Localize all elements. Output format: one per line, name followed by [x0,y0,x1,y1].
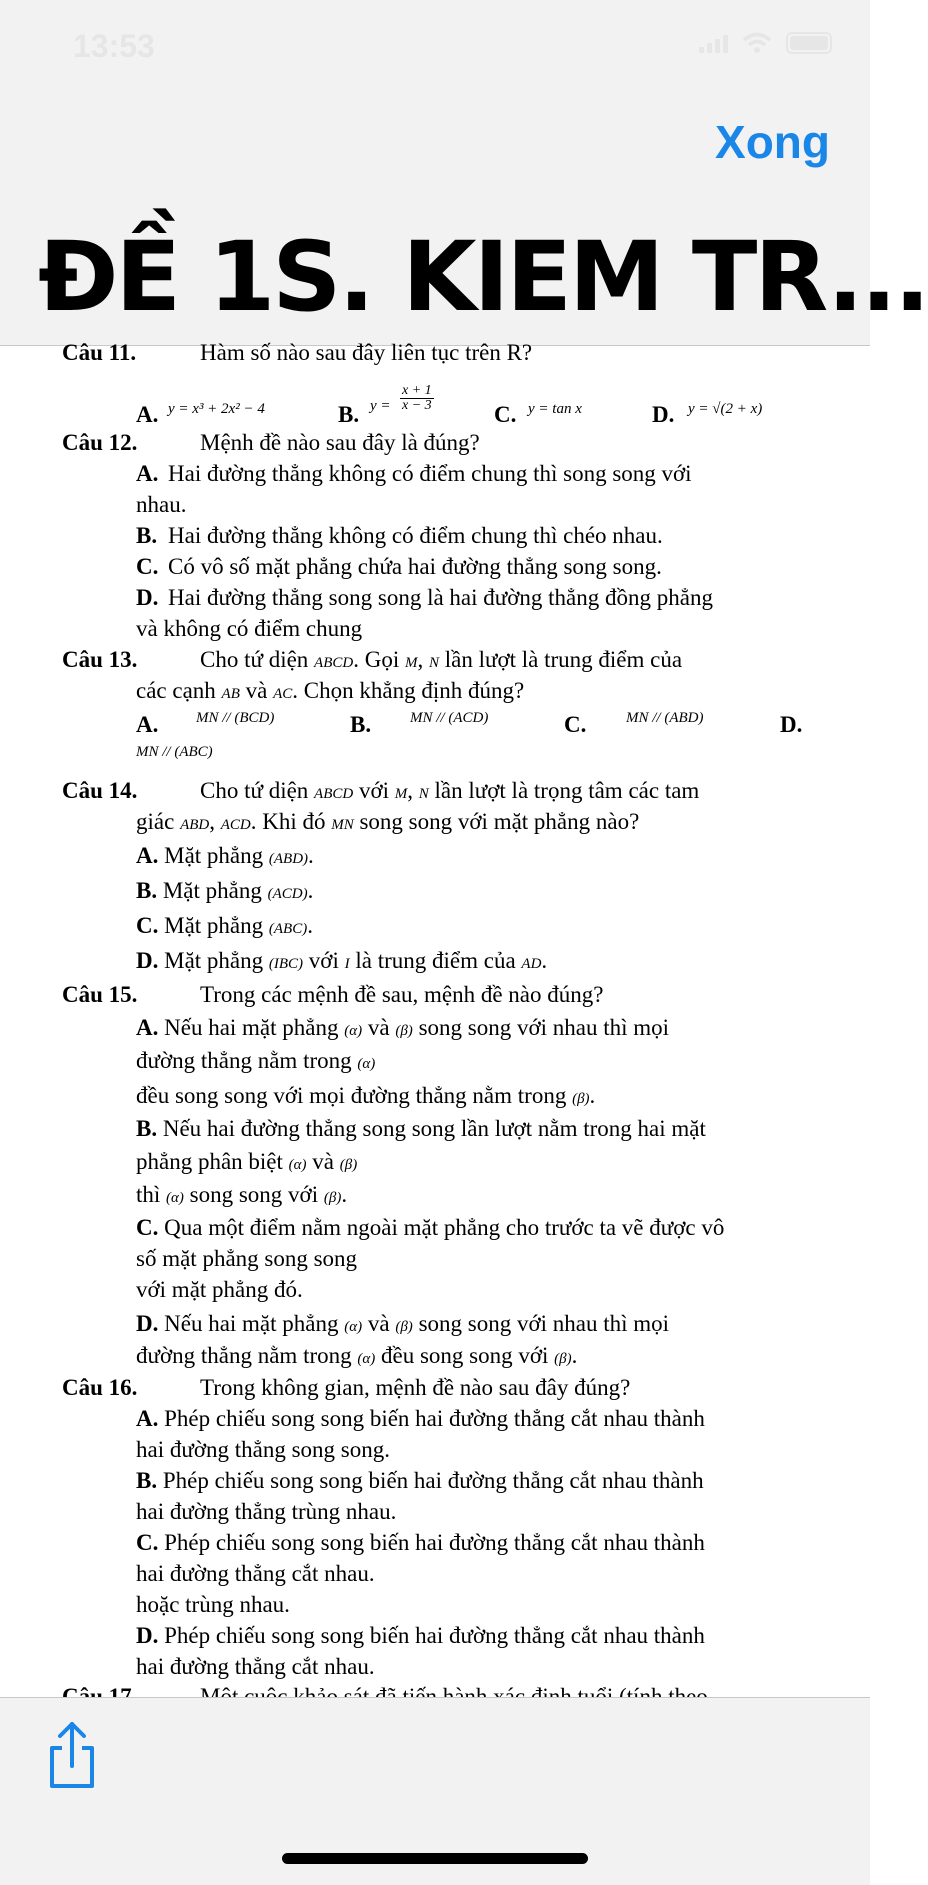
option-expr: y = [370,398,391,414]
option-expr: (ABC) [268,921,308,937]
option-text: Phép chiếu song song biến hai đường thẳng cắt nhau thành [164,1623,705,1648]
math-var: (β) [554,1351,572,1367]
option-label: A. [136,461,159,486]
option-label: C. [494,402,517,427]
option-text: Hai đường thẳng không có điểm chung thì chéo nhau. [168,523,663,548]
option-expr: (ABD) [268,851,309,867]
text-run: . Khi đó [250,809,326,834]
option-row [136,1468,704,1494]
option-row: C. Mặt phẳng (ABC). [136,913,313,938]
option-text: Mặt phẳng [162,878,262,903]
question-label: Câu 14. [62,778,138,803]
option-row [136,1015,669,1041]
option-row: B. Mặt phẳng (ACD). [136,878,314,903]
math-var: (α) [357,1351,376,1367]
option-text: đường thẳng nằm trong [136,1343,352,1368]
text-run: Cho tứ diện [200,778,309,803]
option-label: B. [136,878,158,903]
option-expr: y = √(2 + x) [688,401,763,417]
option-text: Mặt phẳng [164,948,264,973]
option-text: Nếu hai mặt phẳng [164,1015,339,1040]
text-run: giác [136,809,175,834]
option-row [136,1311,669,1337]
option-label: D. [136,1623,159,1648]
option-text: với mặt phẳng đó. [136,1277,303,1302]
option-text: đều song song với [381,1343,549,1368]
question-text [136,678,524,704]
text-run: lần lượt là trọng tâm các tam [434,778,700,803]
option-text: Phép chiếu song song biến hai đường thẳng cắt nhau thành [164,1530,705,1555]
math-var: (α) [166,1190,184,1206]
option-expr: y = tan x [528,401,582,417]
option-text: song song với nhau thì mọi [418,1311,670,1336]
option-text: hai đường thẳng cắt nhau. [136,1654,375,1679]
option-row: D. Mặt phẳng (IBC) với I là trung điểm của AD. [136,948,548,973]
option-text: Phép chiếu song song biến hai đường thẳng cắt nhau thành [164,1406,705,1431]
text-run: . Gọi [353,647,400,672]
option-text: và [312,1149,334,1174]
option-row [136,1530,705,1556]
status-time: 13:53 [73,28,155,64]
option-label: C. [136,1215,159,1240]
math-var: (β) [323,1190,342,1206]
option-row [136,1149,357,1175]
option-text: đều song song với mọi đường thẳng nằm trong [136,1083,567,1108]
option-label: A. [136,1406,159,1431]
option-text: phẳng phân biệt [136,1149,283,1174]
option-label: D. [136,948,159,973]
option-expr: MN // (ACD) [410,710,489,726]
option-row: thì (α) song song với (β). [136,1182,348,1207]
option-expr: (ACD) [267,886,308,902]
option-expr: MN // (ABC) [136,744,213,760]
text-run: . Chọn khẳng định đúng? [292,678,525,703]
text-run: với [358,778,390,803]
wifi-icon [742,32,772,54]
option-text: song song với [189,1182,319,1207]
option-text: và [367,1311,390,1336]
math-var: MN [331,817,354,833]
math-var: AB [221,686,240,702]
option-label: B. [350,712,372,737]
option-text: Nếu hai đường thẳng song song lần lượt nằm trong hai mặt [162,1116,706,1141]
option-text: song song với nhau thì mọi [418,1015,670,1040]
option-expr: y = x³ + 2x² − 4 [168,401,265,417]
text-run: các cạnh [136,678,216,703]
math-var: (α) [344,1023,363,1039]
option-label: C. [136,1530,159,1555]
option-row: đường thẳng nằm trong (α) đều song song với (β). [136,1343,578,1368]
text-run: Cho tứ diện [200,647,309,672]
option-label: A. [136,712,159,737]
question-text: giác ABD, ACD. Khi đó MN song song với mặt phẳng nào? [136,809,640,834]
math-var: M [404,655,418,671]
option-text: Qua một điểm nằm ngoài mặt phẳng cho trước ta vẽ được vô [164,1215,725,1240]
question-text: Hàm số nào sau đây liên tục trên R? [200,340,533,365]
option-label: B. [338,402,360,427]
math-var: I [344,956,350,972]
option-text: nhau. [136,492,187,517]
math-var: (β) [395,1319,413,1335]
option-text: số mặt phẳng song song [136,1246,358,1271]
document-title: ĐỀ 1S. KIEM TR... [38,221,928,333]
question-label: Câu 11. [62,340,137,365]
option-label: D. [780,712,803,737]
option-expr: (IBC) [268,956,304,972]
question-label: Câu 15. [62,982,138,1007]
option-label: C. [136,554,159,579]
text-run: lần lượt là trung điểm của [444,647,683,672]
math-var: (α) [288,1157,307,1173]
math-var: (β) [395,1023,413,1039]
battery-icon [786,32,832,54]
question-text: Cho tứ diện ABCD với M, N lần lượt là trọng tâm các tam [200,778,700,803]
option-label: D. [136,585,159,610]
fraction-denominator: x − 3 [402,398,432,414]
document-page[interactable] [0,340,870,1696]
option-text: với [308,948,339,973]
option-text: đường thẳng nằm trong [136,1048,352,1073]
math-var: N [428,655,439,671]
option-row [136,1116,706,1142]
option-text: và [367,1015,390,1040]
home-indicator [282,1853,588,1864]
math-var: ABCD [314,655,354,671]
option-expr: MN // (BCD) [196,710,275,726]
option-text: Phép chiếu song song biến hai đường thẳng cắt nhau thành [162,1468,704,1493]
option-text: thì [136,1182,161,1207]
option-label: A. [136,843,159,868]
math-var: (β) [572,1091,590,1107]
math-var: (β) [339,1157,358,1173]
option-text: hai đường thẳng trùng nhau. [136,1499,397,1524]
option-text: là trung điểm của [355,948,516,973]
signal-icon [699,33,728,53]
option-label: B. [136,1468,158,1493]
question-text: Cho tứ diện ABCD. Gọi M, N lần lượt là trung điểm của [200,647,683,672]
option-text: hoặc trùng nhau. [136,1592,290,1617]
status-icons [699,32,832,54]
math-var: ACD [220,817,251,833]
option-text: Hai đường thẳng không có điểm chung thì song song với [168,461,692,486]
text-run: song song với mặt phẳng nào? [359,809,640,834]
math-var: (α) [344,1319,363,1335]
option-expr: MN // (ABD) [626,710,704,726]
option-label: B. [136,523,158,548]
math-var: N [418,786,429,802]
option-text: Có vô số mặt phẳng chứa hai đường thẳng song song. [168,554,662,579]
math-var: (α) [357,1056,376,1072]
math-var: ABD [180,817,210,833]
option-label: D. [136,1311,159,1336]
question-text: Mệnh đề nào sau đây là đúng? [200,430,480,455]
option-text: Mặt phẳng [164,843,264,868]
option-label: A. [136,1015,159,1040]
option-row [136,1623,705,1649]
question-label: Câu 13. [62,647,138,672]
question-label: Câu 12. [62,430,138,455]
option-label: A. [136,402,159,427]
done-button[interactable]: Xong [715,116,830,168]
option-text: Mặt phẳng [164,913,264,938]
option-label: C. [564,712,587,737]
question-text: Trong không gian, mệnh đề nào sau đây đúng? [200,1375,631,1400]
option-text: và không có điểm chung [136,616,363,641]
option-text: hai đường thẳng cắt nhau. [136,1561,375,1586]
math-var: AD [521,956,542,972]
option-text: hai đường thẳng song song. [136,1437,390,1462]
fraction-numerator: x + 1 [402,383,432,399]
question-text: Trong các mệnh đề sau, mệnh đề nào đúng? [200,982,604,1007]
fraction [400,384,434,413]
option-row: đều song song với mọi đường thẳng nằm trong (β). [136,1083,596,1108]
viewer-header [0,0,928,346]
math-var: ABCD [314,786,354,802]
option-row: A. Mặt phẳng (ABD). [136,843,314,868]
option-text: Hai đường thẳng song song là hai đường thẳng đồng phẳng [168,585,713,610]
share-icon[interactable] [46,1720,98,1790]
option-row [136,1406,705,1432]
option-label: D. [652,402,675,427]
option-label: B. [136,1116,158,1141]
math-var: M [394,786,408,802]
option-row [136,1048,375,1074]
option-label: C. [136,913,159,938]
option-row [136,1215,724,1241]
text-run: và [245,678,268,703]
question-label: Câu 16. [62,1375,138,1400]
option-text: Nếu hai mặt phẳng [164,1311,339,1336]
math-var: AC [273,686,293,702]
